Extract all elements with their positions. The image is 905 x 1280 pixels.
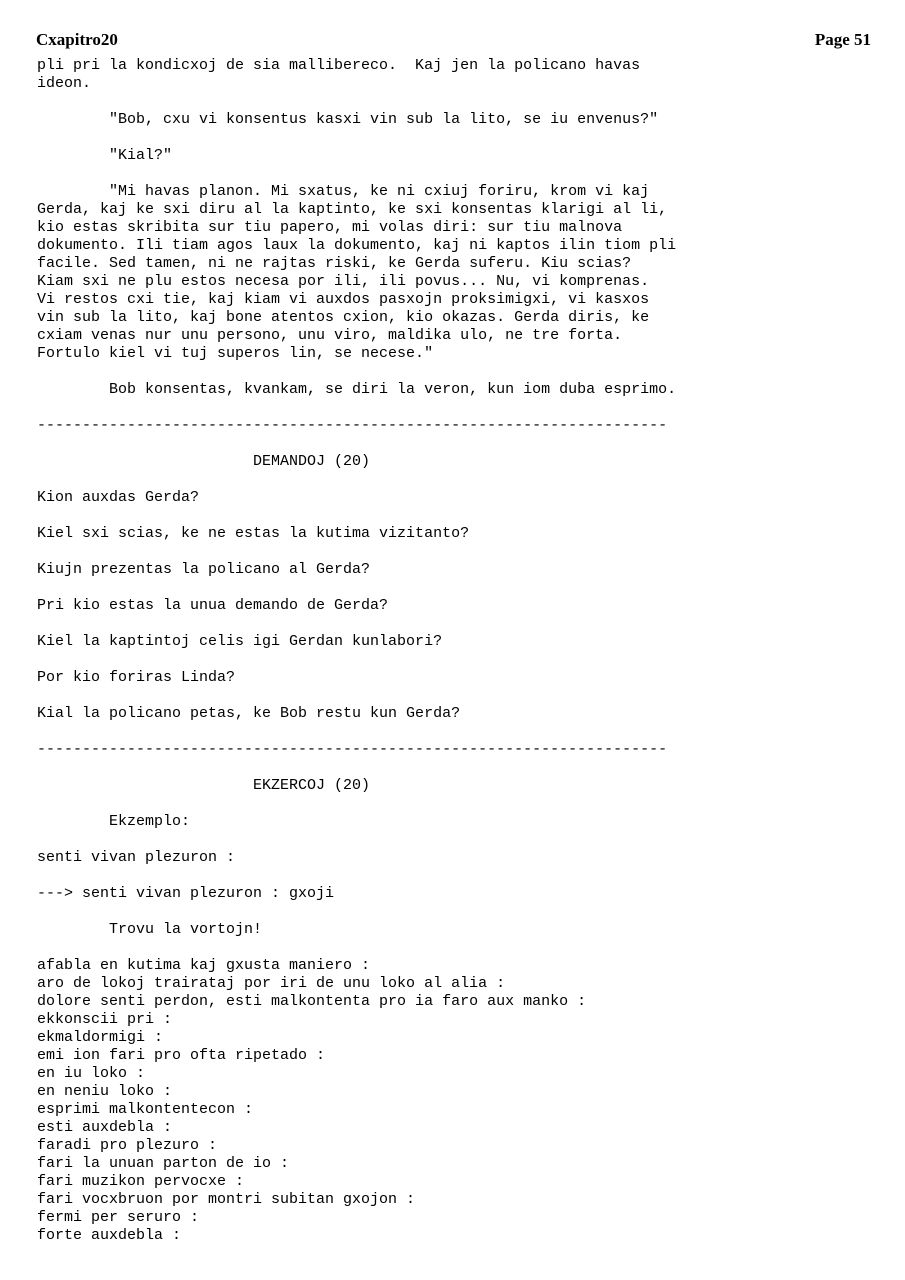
text-line: Kial la policano petas, ke Bob restu kun Gerda? [37,705,461,722]
text-line: faradi pro plezuro : [37,1137,218,1154]
text-line [37,651,887,669]
text-line: Kiel sxi scias, ke ne estas la kutima vizitanto? [37,525,470,542]
text-line: fermi per seruro : [37,1209,200,1226]
text-line: facile. Sed tamen, ni ne rajtas riski, ke Gerda suferu. Kiu scias? [37,255,632,272]
text-line: Kiam sxi ne plu estos necesa por ili, ili povus... Nu, vi komprenas. [37,273,650,290]
text-line [37,795,887,813]
text-line: ---> senti vivan plezuron : gxoji [37,885,335,902]
text-line [37,129,887,147]
text-line: senti vivan plezuron : [37,849,236,866]
page-header [36,30,871,54]
text-line [37,507,887,525]
text-line: Vi restos cxi tie, kaj kiam vi auxdos pasxojn proksimigxi, vi kasxos [37,291,650,308]
text-line [37,165,887,183]
document-body [37,57,887,1245]
text-line: en neniu loko : [37,1083,173,1100]
text-line: kio estas skribita sur tiu papero, mi volas diri: sur tiu malnova [37,219,623,236]
text-line: Kion auxdas Gerda? [37,489,200,506]
text-line: ---------------------------------------------------------------------- [37,741,668,758]
text-line: dolore senti perdon, esti malkontenta pro ia faro aux manko : [37,993,587,1010]
text-line [37,93,887,111]
text-line: Pri kio estas la unua demando de Gerda? [37,597,389,614]
text-line: esti auxdebla : [37,1119,173,1136]
text-line [37,831,887,849]
text-line: Bob konsentas, kvankam, se diri la veron, kun iom duba esprimo. [37,381,677,398]
text-line: fari la unuan parton de io : [37,1155,290,1172]
chapter-title: Cxapitro20 [36,30,118,49]
text-line: Gerda, kaj ke sxi diru al la kaptinto, ke sxi konsentas klarigi al li, [37,201,668,218]
text-line: ideon. [37,75,92,92]
text-line [37,471,887,489]
text-line: EKZERCOJ (20) [37,777,371,794]
text-line [37,399,887,417]
text-line [37,723,887,741]
text-line [37,543,887,561]
text-line: cxiam venas nur unu persono, unu viro, maldika ulo, ne tre forta. [37,327,623,344]
text-line [37,615,887,633]
text-line [37,363,887,381]
text-line: DEMANDOJ (20) [37,453,371,470]
text-line: Trovu la vortojn! [37,921,263,938]
text-line: Kiel la kaptintoj celis igi Gerdan kunlabori? [37,633,443,650]
text-line: Fortulo kiel vi tuj superos lin, se necese." [37,345,434,362]
text-line [37,579,887,597]
text-line: en iu loko : [37,1065,146,1082]
text-line [37,759,887,777]
text-line: vin sub la lito, kaj bone atentos cxion, kio okazas. Gerda diris, ke [37,309,650,326]
text-line: forte auxdebla : [37,1227,182,1244]
page-number: Page 51 [814,30,871,49]
text-line: "Mi havas planon. Mi sxatus, ke ni cxiuj foriru, krom vi kaj [37,183,650,200]
text-line: esprimi malkontentecon : [37,1101,254,1118]
text-line: ekkonscii pri : [37,1011,173,1028]
text-line: fari vocxbruon por montri subitan gxojon : [37,1191,416,1208]
text-line: afabla en kutima kaj gxusta maniero : [37,957,371,974]
text-line: Ekzemplo: [37,813,191,830]
text-line: fari muzikon pervocxe : [37,1173,245,1190]
text-line [37,903,887,921]
text-line [37,939,887,957]
text-line: ---------------------------------------------------------------------- [37,417,668,434]
text-line [37,435,887,453]
text-line: emi ion fari pro ofta ripetado : [37,1047,326,1064]
text-line: dokumento. Ili tiam agos laux la dokumento, kaj ni kaptos ilin tiom pli [37,237,677,254]
text-line: pli pri la kondicxoj de sia mallibereco. Kaj jen la policano havas [37,57,641,74]
text-line: "Bob, cxu vi konsentus kasxi vin sub la lito, se iu envenus?" [37,111,659,128]
text-line: "Kial?" [37,147,173,164]
text-line: Por kio foriras Linda? [37,669,236,686]
text-line: Kiujn prezentas la policano al Gerda? [37,561,371,578]
text-line [37,867,887,885]
text-line: ekmaldormigi : [37,1029,164,1046]
text-line [37,687,887,705]
text-line: aro de lokoj trairataj por iri de unu loko al alia : [37,975,506,992]
